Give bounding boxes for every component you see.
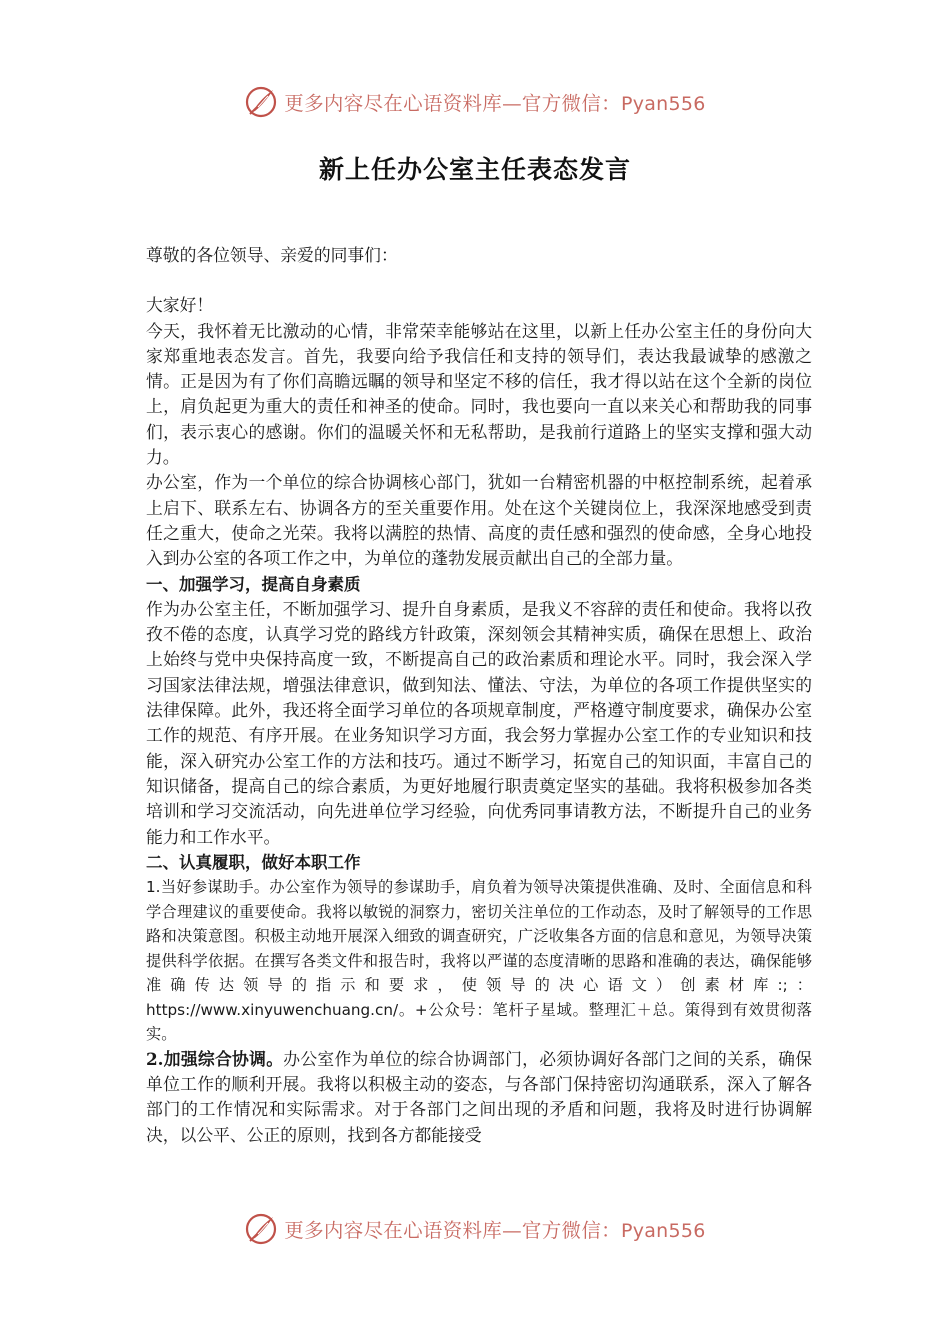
quill-pen-logo-icon xyxy=(244,1212,278,1246)
section2-item2 xyxy=(146,1047,812,1148)
banner-text: 更多内容尽在心语资料库—官方微信：Pyan556 xyxy=(284,92,706,115)
section1-heading: 一、加强学习，提高自身素质 xyxy=(146,574,361,594)
section2-item2-lead: 2.加强综合协调。 xyxy=(146,1048,284,1069)
section2-item1 xyxy=(146,875,812,1047)
section1-body: 作为办公室主任，不断加强学习、提升自身素质，是我义不容辞的责任和使命。我将以孜孜不倦的态度，认真学习党的路线方针政策，深刻领会其精神实质，确保在思想上、政治上始终与党中央保持高度一致，不断提高自己的政治素质和理论水平。同时，我会深入学习国家法律法规，增强法律意识，做到知法、懂法、守法，为单位的各项工作提供坚实的法律保障。此外，我还将全面学习单位的各项规章制度，严格遵守制度要求，确保办公室工作的规范、有序开展。在业务知识学习方面，我会努力掌握办公室工作的专业知识和技能，深入研究办公室工作的方法和技巧。通过不断学习，拓宽自己的知识面，丰富自己的知识储备，提高自己的综合素质，为更好地履行职责奠定坚实的基础。我将积极参加各类培训和学习交流活动，向先进单位学习经验，向优秀同事请教方法，不断提升自己的业务能力和工作水平。 xyxy=(146,598,812,847)
document-body xyxy=(146,243,812,1148)
greeting: 大家好！ xyxy=(146,295,214,316)
salutation: 尊敬的各位领导、亲爱的同事们： xyxy=(146,245,398,265)
section2-heading: 二、认真履职，做好本职工作 xyxy=(146,852,361,872)
section2-item2-body: 办公室作为单位的综合协调部门，必须协调好各部门之间的关系，确保单位工作的顺利开展。我将以积极主动的姿态，与各部门保持密切沟通联系，深入了解各部门的工作情况和实际需求。对于各部门之间出现的矛盾和问题，我将及时进行协调解决，以公平、公正的原则，找到各方都能接受 xyxy=(146,1048,812,1145)
paragraph-intro: 今天，我怀着无比激动的心情，非常荣幸能够站在这里，以新上任办公室主任的身份向大家郑重地表态发言。首先，我要向给予我信任和支持的领导们，表达我最诚挚的感激之情。正是因为有了你们高瞻远瞩的领导和坚定不移的信任，我才得以站在这个全新的岗位上，肩负起更为重大的责任和神圣的使命。同时，我也要向一直以来关心和帮助我的同事们，表示衷心的感谢。你们的温暖关怀和无私帮助，是我前行道路上的坚实支撑和强大动力。 xyxy=(146,320,812,468)
quill-pen-logo-icon xyxy=(244,85,278,119)
banner-text: 更多内容尽在心语资料库—官方微信：Pyan556 xyxy=(284,1219,706,1242)
footer-watermark-banner xyxy=(0,1209,950,1249)
paragraph-office: 办公室，作为一个单位的综合协调核心部门，犹如一台精密机器的中枢控制系统，起着承上启下、联系左右、协调各方的至关重要作用。处在这个关键岗位上，我深深地感受到责任之重大，使命之光荣。我将以满腔的热情、高度的责任感和强烈的使命感，全身心地投入到办公室的各项工作之中，为单位的蓬勃发展贡献出自己的全部力量。 xyxy=(146,472,812,569)
section2-item1-lead: 1.当好参谋助手。 xyxy=(146,878,270,897)
document-title: 新上任办公室主任表态发言 xyxy=(318,155,631,184)
section2-item1-body: 办公室作为领导的参谋助手，肩负着为领导决策提供准确、及时、全面信息和科学合理建议的重要使命。我将以敏锐的洞察力，密切关注单位的工作动态，及时了解领导的工作思路和决策意图。积极主动地开展深入细致的调查研究，广泛收集各方面的信息和意见，为领导决策提供科学依据。在撰写各类文件和报告时，我将以严谨的态度清晰的思路和准确的表达，确保能够准确传达领导的指示和要求，使领导的决心语文）创素材库:;：https://www.xinyuwenchuang.cn/。+公众号：笔杆子星域。整理汇＋总。策得到有效贯彻落实。 xyxy=(146,878,812,1044)
header-watermark-banner xyxy=(0,82,950,122)
